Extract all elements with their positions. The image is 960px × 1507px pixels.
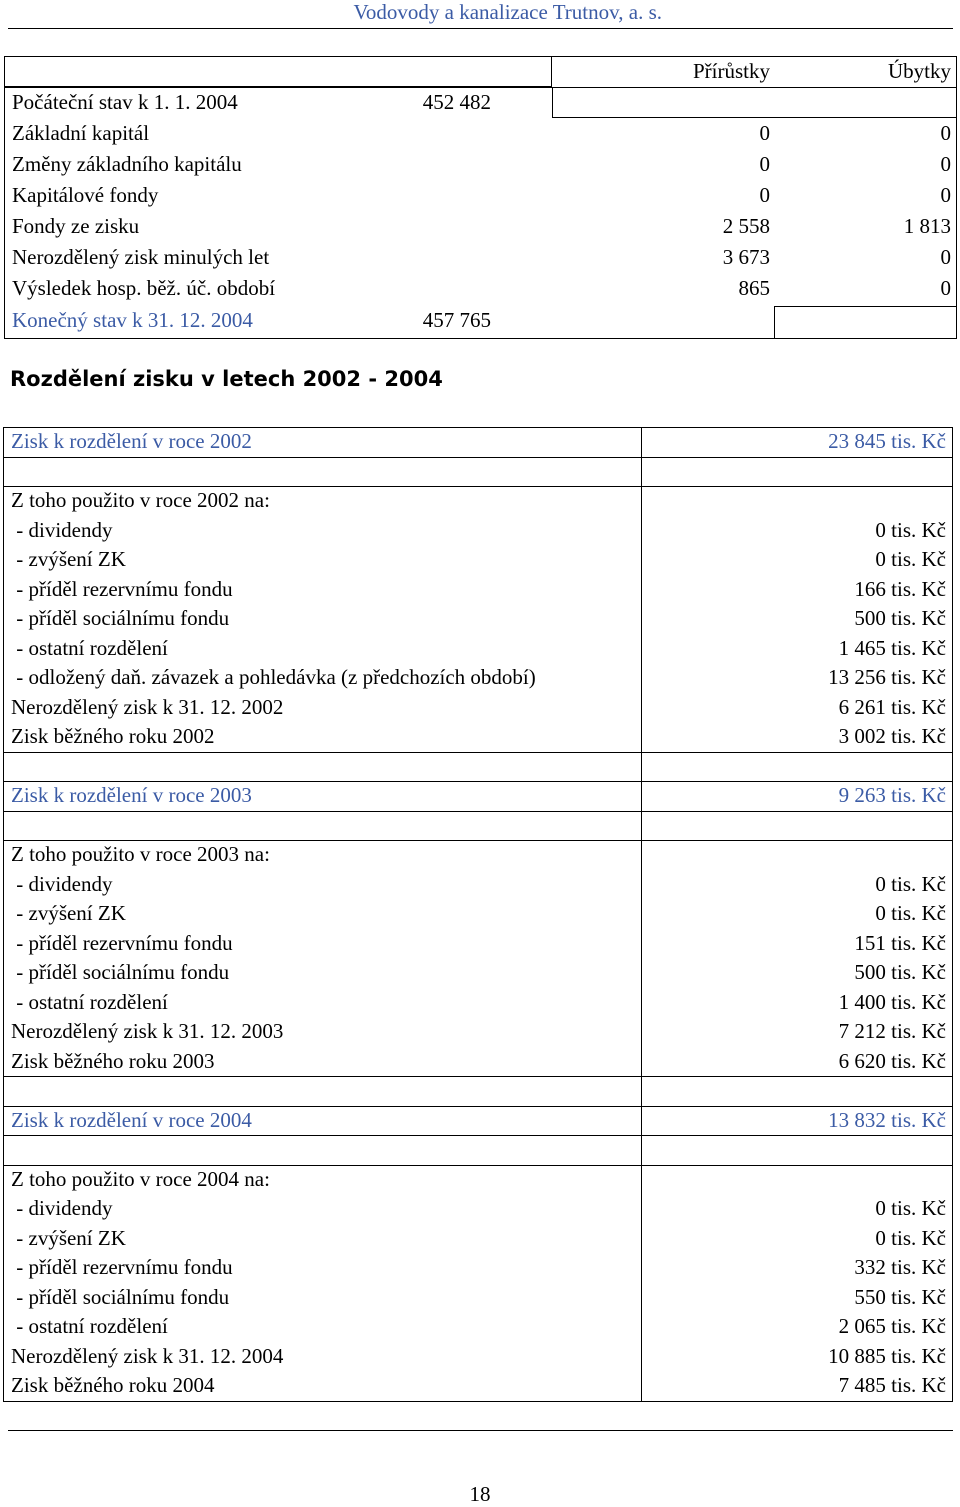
equity-table-final-frame (774, 306, 957, 339)
equity-row-plus: 2 558 (722, 214, 770, 238)
equity-row-label: Výsledek hosp. běž. úč. období (12, 276, 276, 300)
distribution-row (3, 516, 953, 546)
section-heading: Rozdělení zisku v letech 2002 - 2004 (10, 367, 443, 391)
distribution-row (3, 1135, 953, 1165)
distribution-value: 0 tis. Kč (875, 871, 946, 896)
distribution-value: 7 485 tis. Kč (838, 1373, 946, 1397)
final-state-value: 457 765 (422, 308, 491, 332)
equity-table-initial-frame (552, 87, 957, 118)
distribution-label: - příděl sociálnímu fondu (11, 1284, 230, 1309)
distribution-label: Zisk k rozdělení v roce 2002 (11, 429, 252, 453)
distribution-value: 10 885 tis. Kč (828, 1343, 946, 1368)
equity-row-label: Změny základního kapitálu (12, 152, 242, 176)
distribution-row (3, 545, 953, 575)
distribution-row (3, 1342, 953, 1372)
equity-row-plus: 3 673 (722, 245, 770, 269)
distribution-value: 0 tis. Kč (875, 901, 946, 925)
distribution-row (3, 1224, 953, 1254)
distribution-row (3, 929, 953, 959)
distribution-label: Z toho použito v roce 2002 na: (11, 488, 270, 512)
table-rule (3, 840, 953, 841)
distribution-value: 7 212 tis. Kč (838, 1019, 946, 1043)
distribution-row (3, 1312, 953, 1342)
distribution-row (3, 752, 953, 782)
distribution-row (3, 1076, 953, 1106)
table-rule (3, 457, 953, 458)
table-rule (3, 1165, 953, 1166)
distribution-value: 500 tis. Kč (854, 960, 946, 984)
distribution-row (3, 1165, 953, 1195)
profit-distribution-table (3, 427, 953, 1401)
distribution-label: Zisk k rozdělení v roce 2003 (11, 783, 252, 807)
distribution-value: 3 002 tis. Kč (838, 724, 946, 748)
distribution-value: 151 tis. Kč (854, 930, 946, 955)
distribution-row (3, 1253, 953, 1283)
distribution-value: 332 tis. Kč (854, 1255, 946, 1279)
table-rule (3, 1076, 953, 1077)
distribution-label: - dividendy (11, 871, 113, 896)
company-title: Vodovody a kanalizace Trutnov, a. s. (353, 0, 662, 24)
distribution-value: 13 832 tis. Kč (828, 1107, 946, 1132)
distribution-row (3, 427, 953, 457)
distribution-row (3, 722, 953, 752)
distribution-label: - příděl sociálnímu fondu (11, 960, 230, 984)
distribution-row (3, 663, 953, 693)
column-header-increments: Přírůstky (692, 59, 770, 83)
column-header-decrements: Úbytky (888, 59, 951, 83)
distribution-value: 1 465 tis. Kč (838, 635, 946, 660)
distribution-label: - ostatní rozdělení (11, 989, 168, 1014)
distribution-row (3, 781, 953, 811)
distribution-label: Zisk běžného roku 2003 (11, 1048, 215, 1073)
table-rule (3, 781, 953, 782)
table-rule (3, 752, 953, 753)
distribution-value: 1 400 tis. Kč (838, 989, 946, 1014)
table-column-rule (952, 427, 953, 1401)
equity-row-label: Základní kapitál (12, 121, 150, 145)
distribution-value: 2 065 tis. Kč (838, 1314, 946, 1338)
equity-row-label: Fondy ze zisku (12, 214, 140, 238)
distribution-label: Z toho použito v roce 2003 na: (11, 842, 270, 866)
distribution-label: - dividendy (11, 517, 113, 542)
equity-row-minus: 1 813 (903, 214, 951, 238)
distribution-value: 0 tis. Kč (875, 1225, 946, 1250)
distribution-value: 166 tis. Kč (854, 576, 946, 601)
distribution-value: 500 tis. Kč (854, 606, 946, 630)
table-column-rule (641, 427, 642, 1401)
distribution-row (3, 811, 953, 841)
equity-row-plus: 0 (759, 121, 770, 145)
distribution-label: Zisk běžného roku 2002 (11, 724, 215, 748)
distribution-row (3, 457, 953, 487)
table-rule (3, 1135, 953, 1136)
distribution-row (3, 575, 953, 605)
distribution-row (3, 840, 953, 870)
distribution-label: - příděl rezervnímu fondu (11, 930, 233, 955)
equity-row-minus: 0 (940, 245, 951, 269)
table-rule (3, 1401, 953, 1402)
distribution-label: - příděl rezervnímu fondu (11, 1255, 233, 1279)
page-header (0, 0, 960, 28)
distribution-label: - dividendy (11, 1196, 113, 1220)
equity-row-label: Nerozdělený zisk minulých let (12, 245, 270, 269)
table-column-rule (3, 427, 4, 1401)
distribution-row (3, 604, 953, 634)
initial-state-label: Počáteční stav k 1. 1. 2004 (12, 90, 238, 114)
distribution-label: - příděl rezervnímu fondu (11, 576, 233, 601)
distribution-label: - ostatní rozdělení (11, 635, 168, 660)
table-rule (3, 427, 953, 428)
distribution-value: 0 tis. Kč (875, 547, 946, 571)
distribution-value: 550 tis. Kč (854, 1284, 946, 1309)
distribution-row (3, 1194, 953, 1224)
distribution-label: Nerozdělený zisk k 31. 12. 2004 (11, 1343, 284, 1368)
distribution-label: Nerozdělený zisk k 31. 12. 2003 (11, 1019, 284, 1043)
distribution-row (3, 693, 953, 723)
table-rule (3, 486, 953, 487)
distribution-label: - ostatní rozdělení (11, 1314, 168, 1338)
distribution-label: Z toho použito v roce 2004 na: (11, 1166, 270, 1191)
equity-row-plus: 0 (759, 152, 770, 176)
distribution-label: - zvýšení ZK (11, 1225, 126, 1250)
distribution-row (3, 1047, 953, 1077)
equity-row-label: Kapitálové fondy (12, 183, 159, 207)
equity-row-plus: 0 (759, 183, 770, 207)
equity-row-minus: 0 (940, 183, 951, 207)
header-divider (8, 28, 953, 29)
distribution-label: - zvýšení ZK (11, 901, 126, 925)
distribution-row (3, 1371, 953, 1401)
distribution-row (3, 1106, 953, 1136)
page-number: 18 (469, 1482, 491, 1506)
distribution-row (3, 870, 953, 900)
equity-table-top-left-frame (4, 56, 552, 87)
equity-row-minus: 0 (940, 276, 951, 300)
equity-row-minus: 0 (940, 152, 951, 176)
distribution-label: - příděl sociálnímu fondu (11, 606, 230, 630)
final-state-label: Konečný stav k 31. 12. 2004 (12, 308, 253, 332)
distribution-row (3, 958, 953, 988)
equity-row-minus: 0 (940, 121, 951, 145)
distribution-row (3, 899, 953, 929)
distribution-row (3, 634, 953, 664)
distribution-value: 23 845 tis. Kč (828, 429, 946, 453)
distribution-label: Nerozdělený zisk k 31. 12. 2002 (11, 694, 284, 719)
distribution-row (3, 988, 953, 1018)
initial-state-value: 452 482 (422, 90, 491, 114)
distribution-value: 13 256 tis. Kč (828, 665, 946, 689)
distribution-row (3, 486, 953, 516)
distribution-row (3, 1283, 953, 1313)
footer-divider (8, 1430, 953, 1431)
distribution-label: - zvýšení ZK (11, 547, 126, 571)
distribution-value: 9 263 tis. Kč (838, 783, 946, 807)
distribution-label: Zisk běžného roku 2004 (11, 1373, 215, 1397)
distribution-value: 6 620 tis. Kč (838, 1048, 946, 1073)
table-rule (3, 811, 953, 812)
distribution-value: 0 tis. Kč (875, 1196, 946, 1220)
distribution-row (3, 1017, 953, 1047)
distribution-value: 6 261 tis. Kč (838, 694, 946, 719)
table-rule (3, 1106, 953, 1107)
distribution-value: 0 tis. Kč (875, 517, 946, 542)
equity-row-plus: 865 (738, 276, 770, 300)
distribution-label: - odložený daň. závazek a pohledávka (z předchozích období) (11, 665, 536, 689)
equity-table (4, 56, 957, 338)
distribution-label: Zisk k rozdělení v roce 2004 (11, 1107, 252, 1132)
